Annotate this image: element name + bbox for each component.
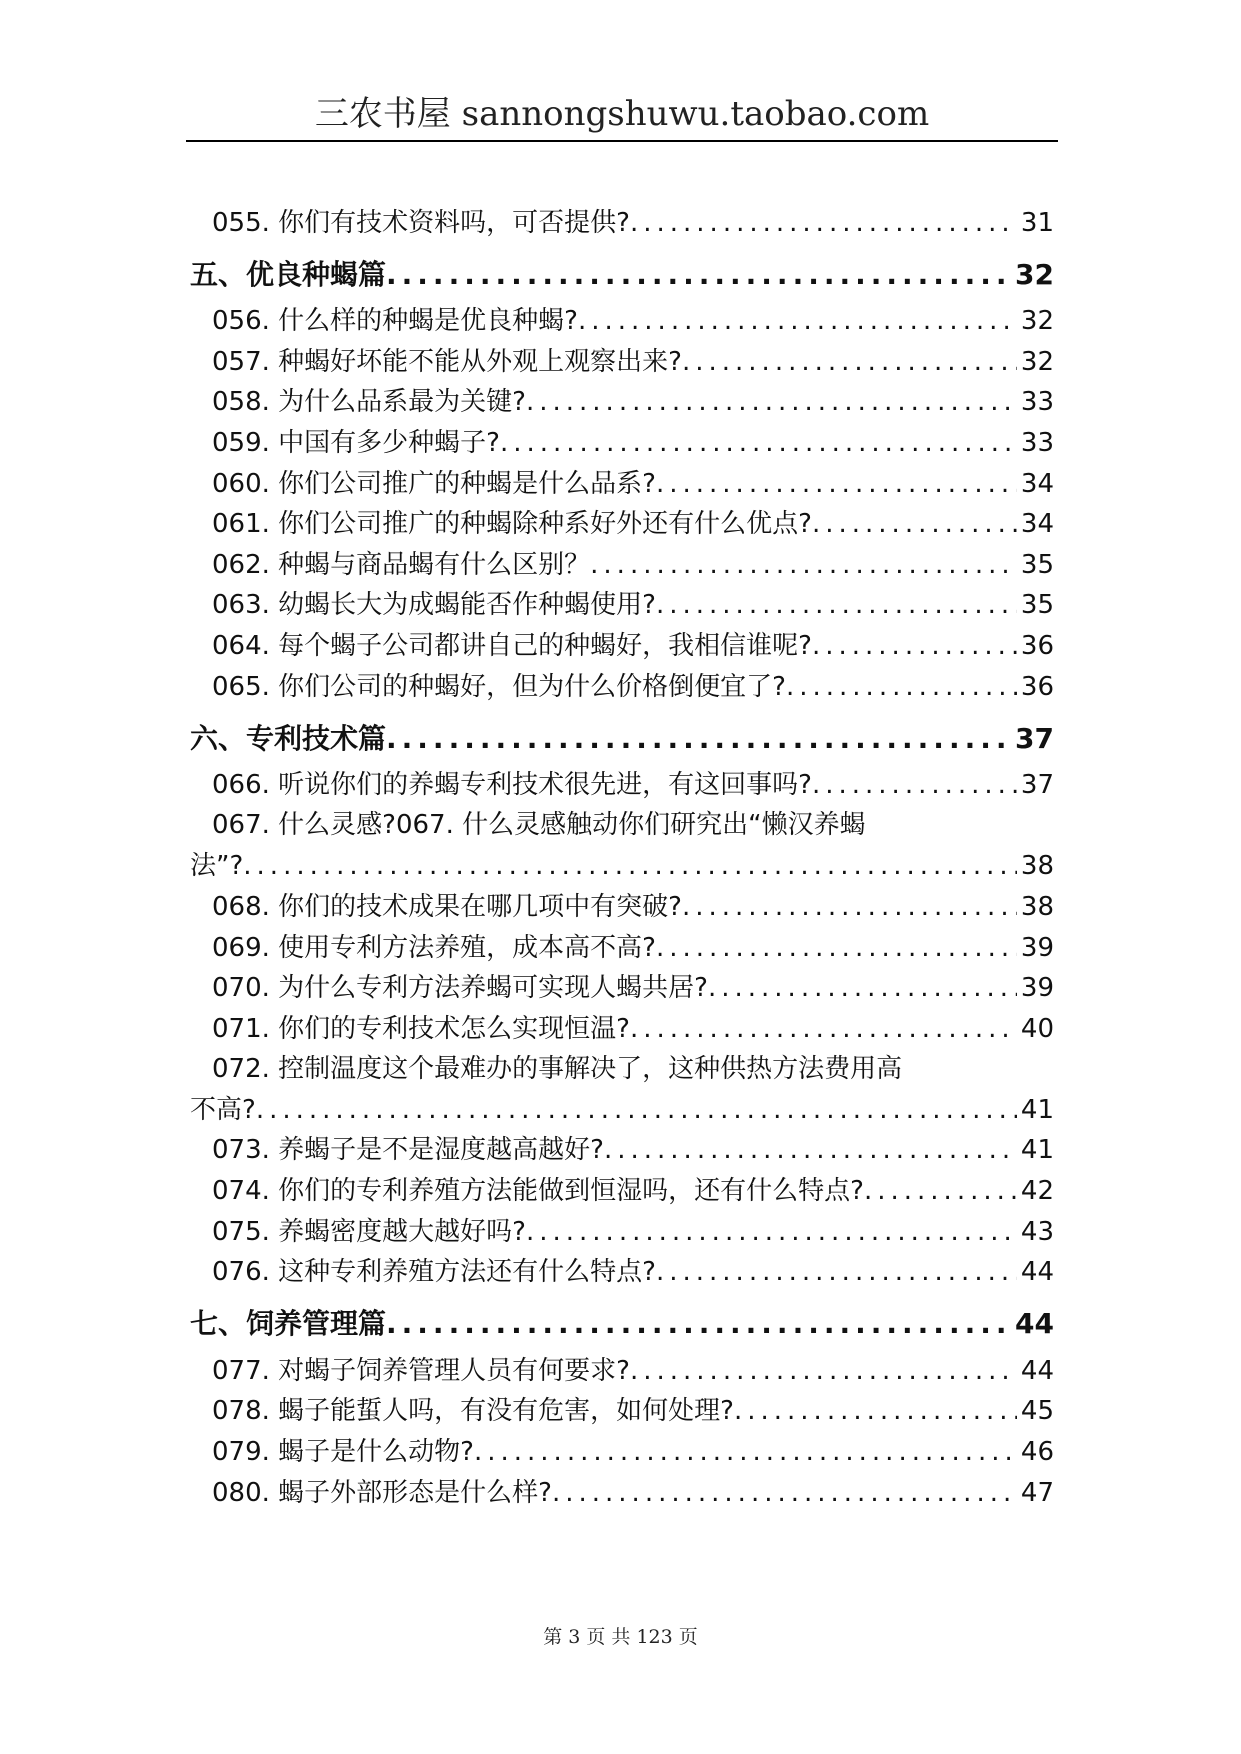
toc-leader (656, 464, 1017, 504)
toc-entry[interactable] (190, 544, 1054, 585)
toc-entry-page: 40 (1020, 1013, 1054, 1044)
toc-entry-title: 065. 你们公司的种蝎好，但为什么价格倒便宜了? (212, 671, 786, 702)
toc-entry-page: 35 (1020, 549, 1054, 580)
toc-leader (386, 713, 1011, 765)
toc-entry-first-line[interactable] (190, 1049, 1054, 1090)
toc-entry-title: 071. 你们的专利技术怎么实现恒温? (212, 1013, 630, 1044)
toc-entry[interactable] (190, 1252, 1054, 1293)
toc-entry-title: 058. 为什么品系最为关键? (212, 387, 526, 418)
toc-entry-page: 32 (1020, 306, 1054, 337)
toc-entry[interactable] (190, 927, 1054, 968)
toc-entry-page: 31 (1020, 207, 1054, 238)
toc-entry-page: 36 (1020, 630, 1054, 661)
toc-entry-title: 056. 什么样的种蝎是优良种蝎? (212, 306, 578, 337)
toc-entry-page: 37 (1020, 770, 1054, 801)
toc-entry[interactable] (190, 1008, 1054, 1049)
toc-entry[interactable] (190, 765, 1054, 806)
toc-entry-page: 34 (1020, 509, 1054, 540)
toc-entry-title: 059. 中国有多少种蝎子? (212, 427, 500, 458)
toc-entry-title: 070. 为什么专利方法养蝎可实现人蝎共居? (212, 973, 708, 1004)
toc-entry-page: 45 (1020, 1396, 1054, 1427)
toc-leader (812, 626, 1017, 666)
toc-leader (604, 1130, 1017, 1170)
toc-entry-title: 077. 对蝎子饲养管理人员有何要求? (212, 1355, 630, 1386)
toc-entry-title: 072. 控制温度这个最难办的事解决了，这种供热方法费用高 (212, 1053, 903, 1084)
toc-leader (500, 423, 1017, 463)
toc-entry-page: 34 (1020, 468, 1054, 499)
toc-entry-title: 064. 每个蝎子公司都讲自己的种蝎好，我相信谁呢? (212, 630, 812, 661)
toc-entry-page: 47 (1020, 1477, 1054, 1508)
toc-entry-title: 074. 你们的专利养殖方法能做到恒湿吗，还有什么特点? (212, 1176, 864, 1207)
toc-entry-page: 32 (1020, 346, 1054, 377)
toc-entry-title: 075. 养蝎密度越大越好吗? (212, 1216, 526, 1247)
toc-entry-page: 41 (1020, 1094, 1054, 1125)
toc-leader (256, 1090, 1017, 1130)
toc-leader (864, 1171, 1017, 1211)
toc-leader (590, 545, 1017, 585)
toc-entry-page: 38 (1020, 851, 1054, 882)
toc-leader (630, 1009, 1017, 1049)
toc-entry-title: 079. 蝎子是什么动物? (212, 1437, 474, 1468)
toc-section[interactable] (190, 1292, 1054, 1350)
toc-entry[interactable] (190, 1350, 1054, 1391)
toc-leader (682, 887, 1017, 927)
toc-entry[interactable] (190, 1211, 1054, 1252)
toc-entry[interactable] (190, 202, 1054, 243)
toc-entry[interactable] (190, 1431, 1054, 1472)
toc-entry[interactable] (190, 301, 1054, 342)
toc-entry-title: 063. 幼蝎长大为成蝎能否作种蝎使用? (212, 590, 656, 621)
toc-entry-page: 33 (1020, 387, 1054, 418)
toc-leader (630, 1351, 1017, 1391)
toc-entry-title: 073. 养蝎子是不是湿度越高越好? (212, 1135, 604, 1166)
toc-entry-title: 080. 蝎子外部形态是什么样? (212, 1477, 552, 1508)
toc-entry-title: 062. 种蝎与商品蝎有什么区别？ (212, 549, 591, 580)
toc-leader (656, 1252, 1017, 1292)
toc-entry-title: 078. 蝎子能蜇人吗，有没有危害，如何处理? (212, 1396, 734, 1427)
toc-entry[interactable] (190, 1170, 1054, 1211)
toc-leader (812, 504, 1017, 544)
toc-entry-title: 060. 你们公司推广的种蝎是什么品系? (212, 468, 656, 499)
toc-entry-page: 33 (1020, 427, 1054, 458)
toc-entry-page: 36 (1020, 671, 1054, 702)
toc-entry-page: 35 (1020, 590, 1054, 621)
toc-entry[interactable] (190, 1472, 1054, 1513)
toc-entry[interactable] (190, 382, 1054, 423)
toc-leader (526, 1212, 1017, 1252)
toc-entry-continuation[interactable] (190, 846, 1054, 887)
toc-leader (630, 203, 1017, 243)
toc-entry-page: 46 (1020, 1437, 1054, 1468)
toc-entry[interactable] (190, 625, 1054, 666)
toc-leader (243, 846, 1017, 886)
toc-leader (682, 342, 1017, 382)
toc-entry-first-line[interactable] (190, 805, 1054, 846)
toc-entry-title: 066. 听说你们的养蝎专利技术很先进，有这回事吗? (212, 770, 812, 801)
toc-leader (578, 301, 1017, 341)
toc-entry-title: 069. 使用专利方法养殖，成本高不高? (212, 932, 656, 963)
toc-entry-title: 法”? (190, 851, 244, 882)
toc-entry-title: 061. 你们公司推广的种蝎除种系好外还有什么优点? (212, 509, 812, 540)
toc-entry-title: 057. 种蝎好坏能不能从外观上观察出来? (212, 346, 682, 377)
toc-entry[interactable] (190, 1391, 1054, 1432)
toc-section-page: 32 (1015, 257, 1054, 291)
header-rule (186, 140, 1058, 142)
toc-entry[interactable] (190, 1130, 1054, 1171)
toc-leader (656, 928, 1017, 968)
toc-entry-page: 44 (1020, 1355, 1054, 1386)
toc-section-title: 六、专利技术篇 (190, 721, 387, 755)
toc-leader (656, 585, 1017, 625)
toc-entry-page: 38 (1020, 891, 1054, 922)
toc-entry[interactable] (190, 341, 1054, 382)
toc-entry-continuation[interactable] (190, 1089, 1054, 1130)
toc-entry[interactable] (190, 504, 1054, 545)
toc-entry-title: 068. 你们的技术成果在哪几项中有突破? (212, 891, 682, 922)
table-of-contents (190, 202, 1054, 1513)
toc-section-page: 44 (1015, 1307, 1054, 1341)
page-header: 三农书屋 sannongshuwu.taobao.com (314, 94, 930, 134)
toc-entry-page: 42 (1020, 1176, 1054, 1207)
toc-leader (552, 1473, 1017, 1513)
toc-entry[interactable] (190, 463, 1054, 504)
toc-leader (734, 1391, 1017, 1431)
toc-leader (786, 667, 1017, 707)
toc-leader (386, 1298, 1011, 1350)
toc-entry-page: 44 (1020, 1257, 1054, 1288)
toc-leader (526, 382, 1017, 422)
toc-entry-page: 39 (1020, 973, 1054, 1004)
toc-entry[interactable] (190, 666, 1054, 707)
toc-leader (474, 1432, 1017, 1472)
toc-section-page: 37 (1015, 721, 1054, 755)
toc-entry-page: 41 (1020, 1135, 1054, 1166)
toc-entry-title: 076. 这种专利养殖方法还有什么特点? (212, 1257, 656, 1288)
toc-entry-page: 39 (1020, 932, 1054, 963)
toc-entry-title: 055. 你们有技术资料吗，可否提供? (212, 207, 630, 238)
toc-leader (708, 968, 1017, 1008)
toc-section-title: 七、饲养管理篇 (190, 1307, 387, 1341)
toc-entry[interactable] (190, 585, 1054, 626)
toc-section-title: 五、优良种蝎篇 (190, 257, 387, 291)
page-footer: 第 3 页 共 123 页 (543, 1626, 698, 1648)
toc-section[interactable] (190, 707, 1054, 765)
toc-entry[interactable] (190, 968, 1054, 1009)
toc-entry[interactable] (190, 886, 1054, 927)
toc-entry-title: 067. 什么灵感?067. 什么灵感触动你们研究出“懒汉养蝎 (212, 810, 866, 841)
toc-entry[interactable] (190, 422, 1054, 463)
toc-entry-page: 43 (1020, 1216, 1054, 1247)
toc-entry-title: 不高? (190, 1094, 256, 1125)
toc-leader (386, 249, 1011, 301)
toc-section[interactable] (190, 243, 1054, 301)
toc-leader (812, 765, 1017, 805)
